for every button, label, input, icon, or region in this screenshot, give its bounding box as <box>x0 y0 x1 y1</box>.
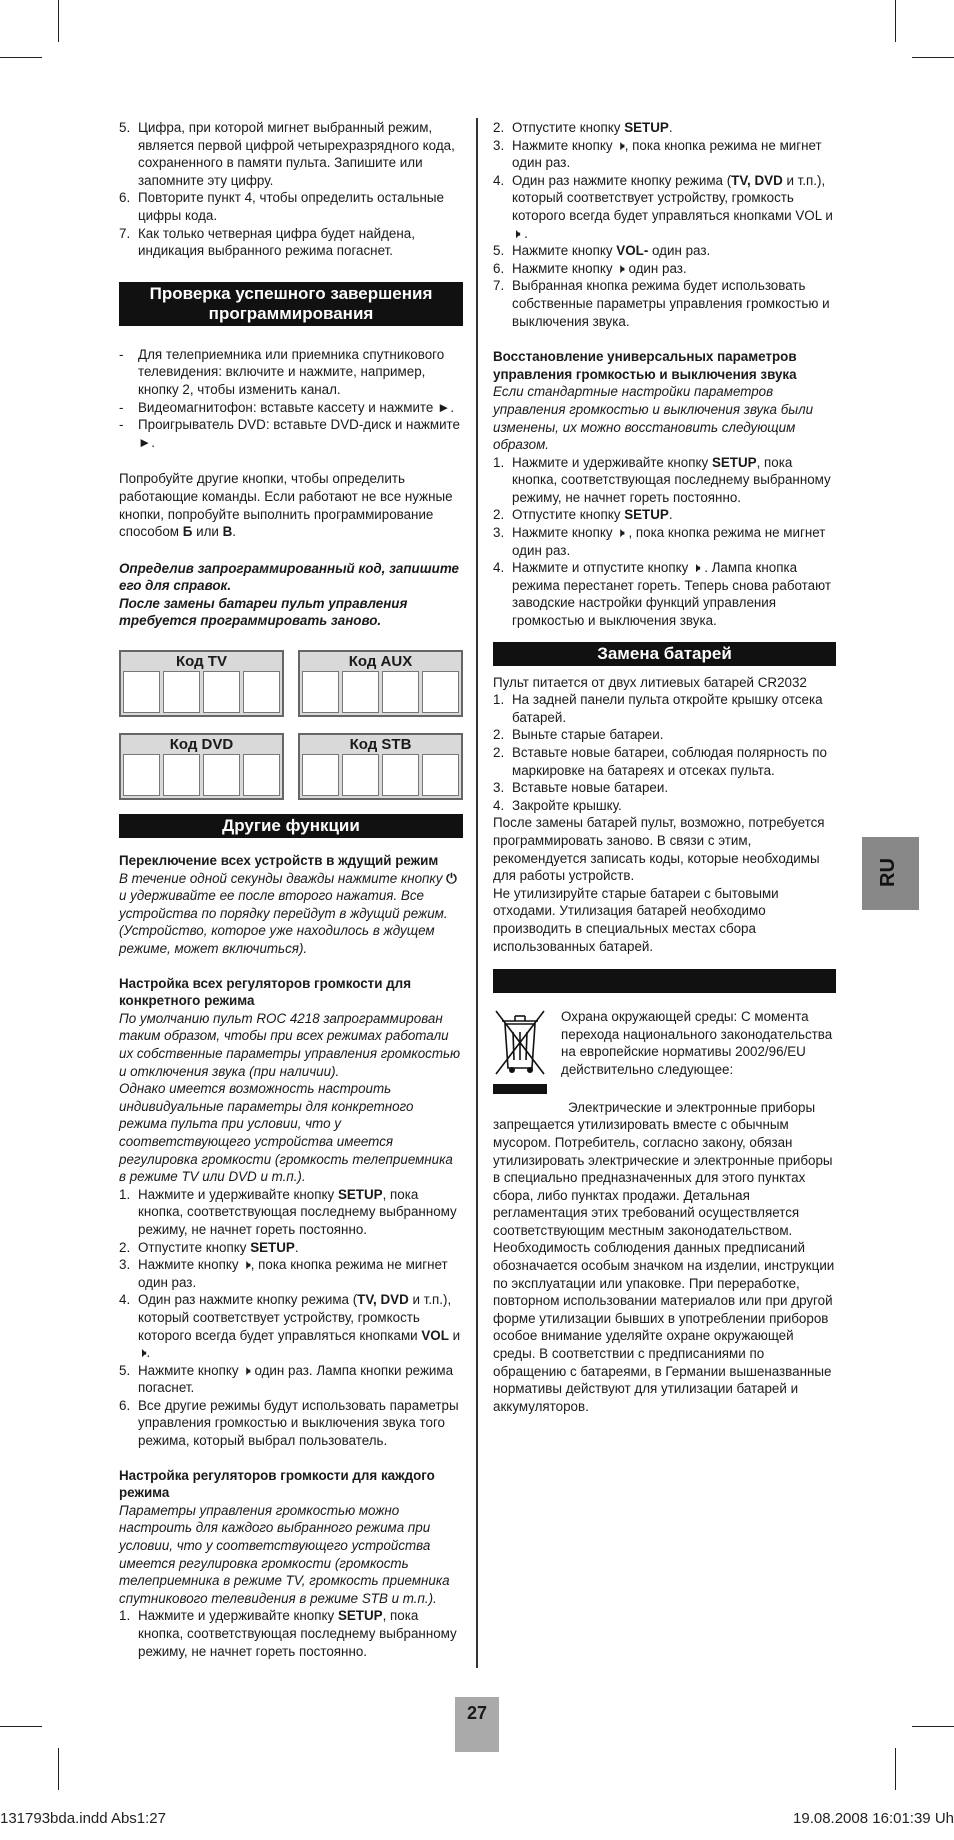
list-item: 6. Нажмите кнопку 🕨 один раз. <box>493 260 687 276</box>
section-heading-battery: Замена батарей <box>493 642 836 666</box>
list-item: 1. Нажмите и удерживайте кнопку SETUP, пока кнопка, соответствующая последнему выбранному режиму, не начнет гореть постоянно. <box>493 454 831 505</box>
environment-intro: Охрана окружающей среды: С момента перехода национального законодательства на европейские нормативы 2002/96/EU действительно следующее: <box>561 1009 833 1077</box>
mute-icon: 🕨 <box>616 525 625 541</box>
item-text: Проигрыватель DVD: вставьте DVD-диск и нажмите <box>138 417 460 433</box>
list-item: 5. Нажмите кнопку VOL- один раз. <box>493 243 711 259</box>
battery-steps <box>493 691 836 814</box>
list-item <box>119 225 463 260</box>
section-heading-blank <box>493 969 836 993</box>
item-number: 5. <box>119 120 131 135</box>
item-text: Как только четверная цифра будет найдена, индикация выбранного режима погаснет. <box>138 225 415 259</box>
crop-mark <box>58 0 59 42</box>
try-paragraph: Попробуйте другие кнопки, чтобы определить работающие команды. Если работают не все нужные кнопки, попробуйте выполнить программирование способом Б или В. <box>119 471 453 540</box>
crop-mark <box>0 1726 42 1727</box>
mute-icon: 🕨 <box>616 260 625 276</box>
list-item: 3. Нажмите кнопку 🕨, пока кнопка режима не мигнет один раз. <box>119 1257 448 1290</box>
crop-mark <box>0 57 42 58</box>
code-box-aux: Код AUX <box>298 650 463 717</box>
vol-each-steps <box>119 1607 463 1660</box>
item-text: Видеомагнитофон: вставьте кассету и нажмите <box>138 399 434 415</box>
mute-icon: 🕨 <box>512 225 521 241</box>
list-item: 1. Нажмите и удерживайте кнопку SETUP, пока кнопка, соответствующая последнему выбранному режиму, не начнет гореть постоянно. <box>119 1186 457 1237</box>
weee-bin-icon <box>493 1008 547 1099</box>
item-number: 6. <box>119 190 131 206</box>
list-item: 2. Вставьте новые батареи, соблюдая полярность по маркировке на батареях и отсеках пульта. <box>493 745 827 778</box>
list-item: 5. Нажмите кнопку 🕨 один раз. Лампа кнопки режима погаснет. <box>119 1362 454 1396</box>
vol-each-text: Параметры управления громкостью можно настроить для каждого выбранного режима при условии, что у соответствующего устройства имеется регулировка громкости (громкость телеприемника в режиме TV, громкость приемника спутникового телевидения в режиме STB и т.п.). <box>119 1502 450 1606</box>
play-icon: ► <box>138 434 152 450</box>
crop-mark <box>912 57 954 58</box>
list-item: - Для телеприемника или приемника спутникового телевидения: включите и нажмите, например, кнопку 2, чтобы изменить канал. <box>119 346 463 399</box>
list-item: 2. Отпустите кнопку SETUP. <box>493 120 673 135</box>
item-number: 7. <box>119 225 131 241</box>
check-list <box>119 346 463 452</box>
play-icon: ► <box>437 399 451 415</box>
standby-text: В течение одной секунды дважды нажмите кнопку ⏻ и удерживайте ее после второго нажатия. Все устройства по порядку перейдут в ждущий режим. (Устройство, которое уже находилось в ждущем режиме, может включиться). <box>119 870 457 957</box>
restore-title: Восстановление универсальных параметров управления громкостью и выключения звука <box>493 349 797 382</box>
mute-icon: 🕨 <box>138 1345 147 1361</box>
mute-icon: 🕨 <box>242 1257 251 1273</box>
list-item: 4. Один раз нажмите кнопку режима (TV, DVD и т.п.), который соответствует устройству, громкость которого всегда будет управляться кнопками VOL и 🕨. <box>119 1292 461 1361</box>
code-note: Определив запрограммированный код, запишите его для справок. <box>119 560 459 594</box>
list-item: 1. На задней панели пульта откройте крышку отсека батарей. <box>493 692 823 725</box>
list-item: 4. Нажмите и отпустите кнопку 🕨 . Лампа кнопка режима перестанет гореть. Теперь снова работают заводские настройки функций управления громкостью и выключения звука. <box>493 560 831 629</box>
environment-block <box>493 1008 836 1099</box>
vol-each-title: Настройка регуляторов громкости для каждого режима <box>119 1467 435 1501</box>
list-item: 7. Выбранная кнопка режима будет использовать собственные параметры управления громкостью и выключения звука. <box>493 278 830 329</box>
language-tab: RU <box>862 837 919 910</box>
mute-icon: 🕨 <box>692 560 701 576</box>
list-item: - Видеомагнитофон: вставьте кассету и нажмите ►. <box>119 399 455 415</box>
list-item: 2. Отпустите кнопку SETUP. <box>493 507 673 523</box>
footer-timestamp: 19.08.2008 16:01:39 Uh <box>793 1810 954 1827</box>
mute-icon: 🕨 <box>616 137 625 153</box>
crop-mark <box>912 1726 954 1727</box>
battery-para-2: Не утилизируйте старые батареи с бытовыми отходами. Утилизация батарей необходимо производить в специальных местах сбора использованных батарей. <box>493 885 779 954</box>
left-column <box>119 119 463 1660</box>
item-text: Повторите пункт 4, чтобы определить остальные цифры кода. <box>138 190 444 223</box>
code-box-stb: Код STB <box>298 733 463 800</box>
item-text: Цифра, при которой мигнет выбранный режим, является первой цифрой четырехразрядного кода, сохраненного в памяти пульта. Запишите или запомните эту цифру. <box>138 120 455 188</box>
section-heading-check: Проверка успешного завершения программирования <box>119 282 463 326</box>
right-column <box>493 119 836 1415</box>
column-divider <box>476 118 478 1668</box>
code-box-tv: Код TV <box>119 650 284 717</box>
list-item: 3. Вставьте новые батареи. <box>493 780 669 796</box>
vol-all-p2: Однако имеется возможность настроить индивидуальные параметры для конкретного режима пульта при условии, что у соответствующего устройства имеется регулировка громкости (громкость телеприемника в режиме TV или DVD и т.п.). <box>119 1081 453 1185</box>
list-item: 2. Отпустите кнопку SETUP. <box>119 1239 299 1255</box>
standby-title: Переключение всех устройств в ждущий режим <box>119 853 439 869</box>
list-item: - Проигрыватель DVD: вставьте DVD-диск и нажмите ►. <box>119 417 460 450</box>
vol-all-p1: По умолчанию пульт ROC 4218 запрограммирован таким образом, чтобы при всех режимах работали их собственные параметры управления громкостью и отключения звука (при наличии). <box>119 1010 461 1079</box>
code-box-dvd: Код DVD <box>119 733 284 800</box>
code-boxes <box>119 650 463 800</box>
page-number: 27 <box>455 1697 499 1752</box>
environment-text: Электрические и электронные приборы запрещается утилизировать вместе с обычным мусором. Потребитель, согласно закону, обязан утилизировать электрические и электронные приборы в специально предназначенных для этого пунктах сбора, либо пунктах продажи. Детальная регламентация этих требований осуществляется соответствующим местным законодательством. Необходимость соблюдения данных предписаний обозначается особым значком на изделии, инструкции по эксплуатации или упаковке. При переработке, повторном использовании материалов или при другой форме утилизации бывших в употреблении приборов особое внимание уделяйте охране окружающей среды. В соответствии с предписаниями по обращению с батареями, в Германии вышеназванные нормативы действуют для утилизации батарей и аккумуляторов. <box>493 1099 835 1414</box>
vol-each-steps-cont <box>493 119 836 330</box>
crop-mark <box>58 1748 59 1790</box>
battery-intro: Пульт питается от двух литиевых батарей CR2032 <box>493 674 807 690</box>
vol-all-steps <box>119 1186 463 1450</box>
list-item: 3. Нажмите кнопку 🕨 , пока кнопка режима не мигнет один раз. <box>493 525 826 558</box>
power-icon: ⏻ <box>446 870 457 886</box>
section-heading-other: Другие функции <box>119 814 463 838</box>
restore-text: Если стандартные настройки параметров управления громкостью и выключения звука были изменены, их можно восстановить следующим образом. <box>493 384 814 453</box>
list-item: 3. Нажмите кнопку 🕨, пока кнопка режима не мигнет один раз. <box>493 137 822 171</box>
list-item: 4. Закройте крышку. <box>493 797 622 813</box>
list-item: 4. Один раз нажмите кнопку режима (TV, DVD и т.п.), который соответствует устройству, громкость которого всегда будет управляться кнопками VOL и 🕨 . <box>493 172 833 241</box>
item-text: Для телеприемника или приемника спутникового телевидения: включите и нажмите, например, кнопку 2, чтобы изменить канал. <box>138 346 445 397</box>
battery-note: После замены батареи пульт управления требуется программировать заново. <box>119 595 408 629</box>
vol-all-title: Настройка всех регуляторов громкости для конкретного режима <box>119 975 412 1009</box>
footer-file-info: 131793bda.indd Abs1:27 <box>0 1810 166 1827</box>
restore-steps <box>493 454 836 630</box>
list-item: 6. Все другие режимы будут использовать параметры управления громкостью и выключения звука того режима, который выбрал пользователь. <box>119 1397 459 1449</box>
code-readout-list <box>119 119 463 260</box>
list-item <box>119 119 463 189</box>
battery-para-1: После замены батарей пульт, возможно, потребуется программировать заново. В связи с этим, рекомендуется записать коды, которые необходимы для работы устройств. <box>493 815 825 884</box>
list-item: 2. Выньте старые батареи. <box>493 727 664 743</box>
list-item <box>119 189 463 224</box>
mute-icon: 🕨 <box>242 1362 251 1378</box>
list-item: 1. Нажмите и удерживайте кнопку SETUP, пока кнопка, соответствующая последнему выбранному режиму, не начнет гореть постоянно. <box>119 1608 457 1659</box>
crop-mark <box>895 1748 896 1790</box>
crop-mark <box>895 0 896 42</box>
